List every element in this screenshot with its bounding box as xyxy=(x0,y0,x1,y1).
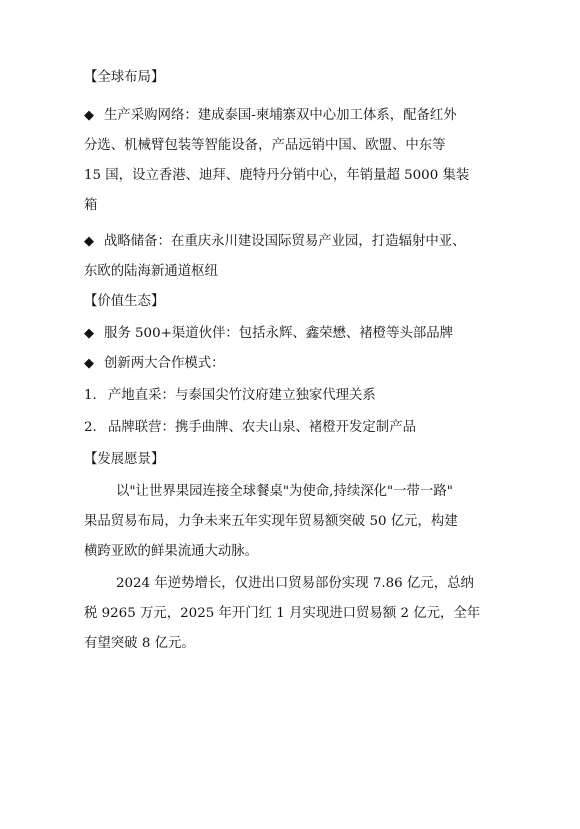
text-line: 品牌联营：携手曲牌、农夫山泉、褚橙开发定制产品 xyxy=(108,420,416,435)
paragraph-mission-line: 以"让世界果园连接全球餐桌"为使命,持续深化"一带一路" xyxy=(116,484,453,499)
list-number: 2. xyxy=(84,420,97,435)
diamond-bullet-icon: ◆ xyxy=(84,356,94,371)
text-line: 分选、机械臂包装等智能设备，产品远销中国、欧盟、中东等 xyxy=(84,138,446,153)
paragraph-mission-line: 横跨亚欧的鲜果流通大动脉。 xyxy=(84,544,259,559)
paragraph-performance-line: 有望突破 8 亿元。 xyxy=(84,636,195,651)
text-line: 产地直采：与泰国尖竹汶府建立独家代理关系 xyxy=(108,388,376,403)
text-line: 东欧的陆海新通道枢纽 xyxy=(84,264,218,279)
bullet-item-strategic-reserve xyxy=(84,234,466,250)
list-number: 1. xyxy=(84,388,97,403)
paragraph-performance-line: 2024 年逆势增长，仅进出口贸易部份实现 7.86 亿元，总纳 xyxy=(116,576,474,591)
diamond-bullet-icon: ◆ xyxy=(84,326,94,341)
diamond-bullet-icon: ◆ xyxy=(84,108,94,123)
text-line: 服务 500+渠道伙伴：包括永辉、鑫荣懋、褚橙等头部品牌 xyxy=(104,326,454,341)
numbered-item-brand-alliance xyxy=(84,420,416,436)
text-line: 15 国，设立香港、迪拜、鹿特丹分销中心，年销量超 5000 集装 xyxy=(84,168,470,183)
section-heading-global-layout: 【全球布局】 xyxy=(84,70,165,85)
section-heading-value-ecology: 【价值生态】 xyxy=(84,294,165,309)
bullet-item-production-network xyxy=(84,108,457,124)
diamond-bullet-icon: ◆ xyxy=(84,234,94,249)
section-heading-vision: 【发展愿景】 xyxy=(84,452,165,467)
text-line: 箱 xyxy=(84,198,98,213)
bullet-item-channel-partners xyxy=(84,326,453,342)
text-line: 生产采购网络：建成泰国-柬埔寨双中心加工体系，配备红外 xyxy=(104,108,457,123)
text-line: 创新两大合作模式： xyxy=(104,356,225,371)
paragraph-performance-line: 税 9265 万元，2025 年开门红 1 月实现进口贸易额 2 亿元，全年 xyxy=(84,606,481,621)
numbered-item-origin-sourcing xyxy=(84,388,376,404)
bullet-item-cooperation-modes xyxy=(84,356,225,372)
text-line: 战略储备：在重庆永川建设国际贸易产业园，打造辐射中亚、 xyxy=(104,234,466,249)
paragraph-mission-line: 果品贸易布局，力争未来五年实现年贸易额突破 50 亿元，构建 xyxy=(84,514,458,529)
